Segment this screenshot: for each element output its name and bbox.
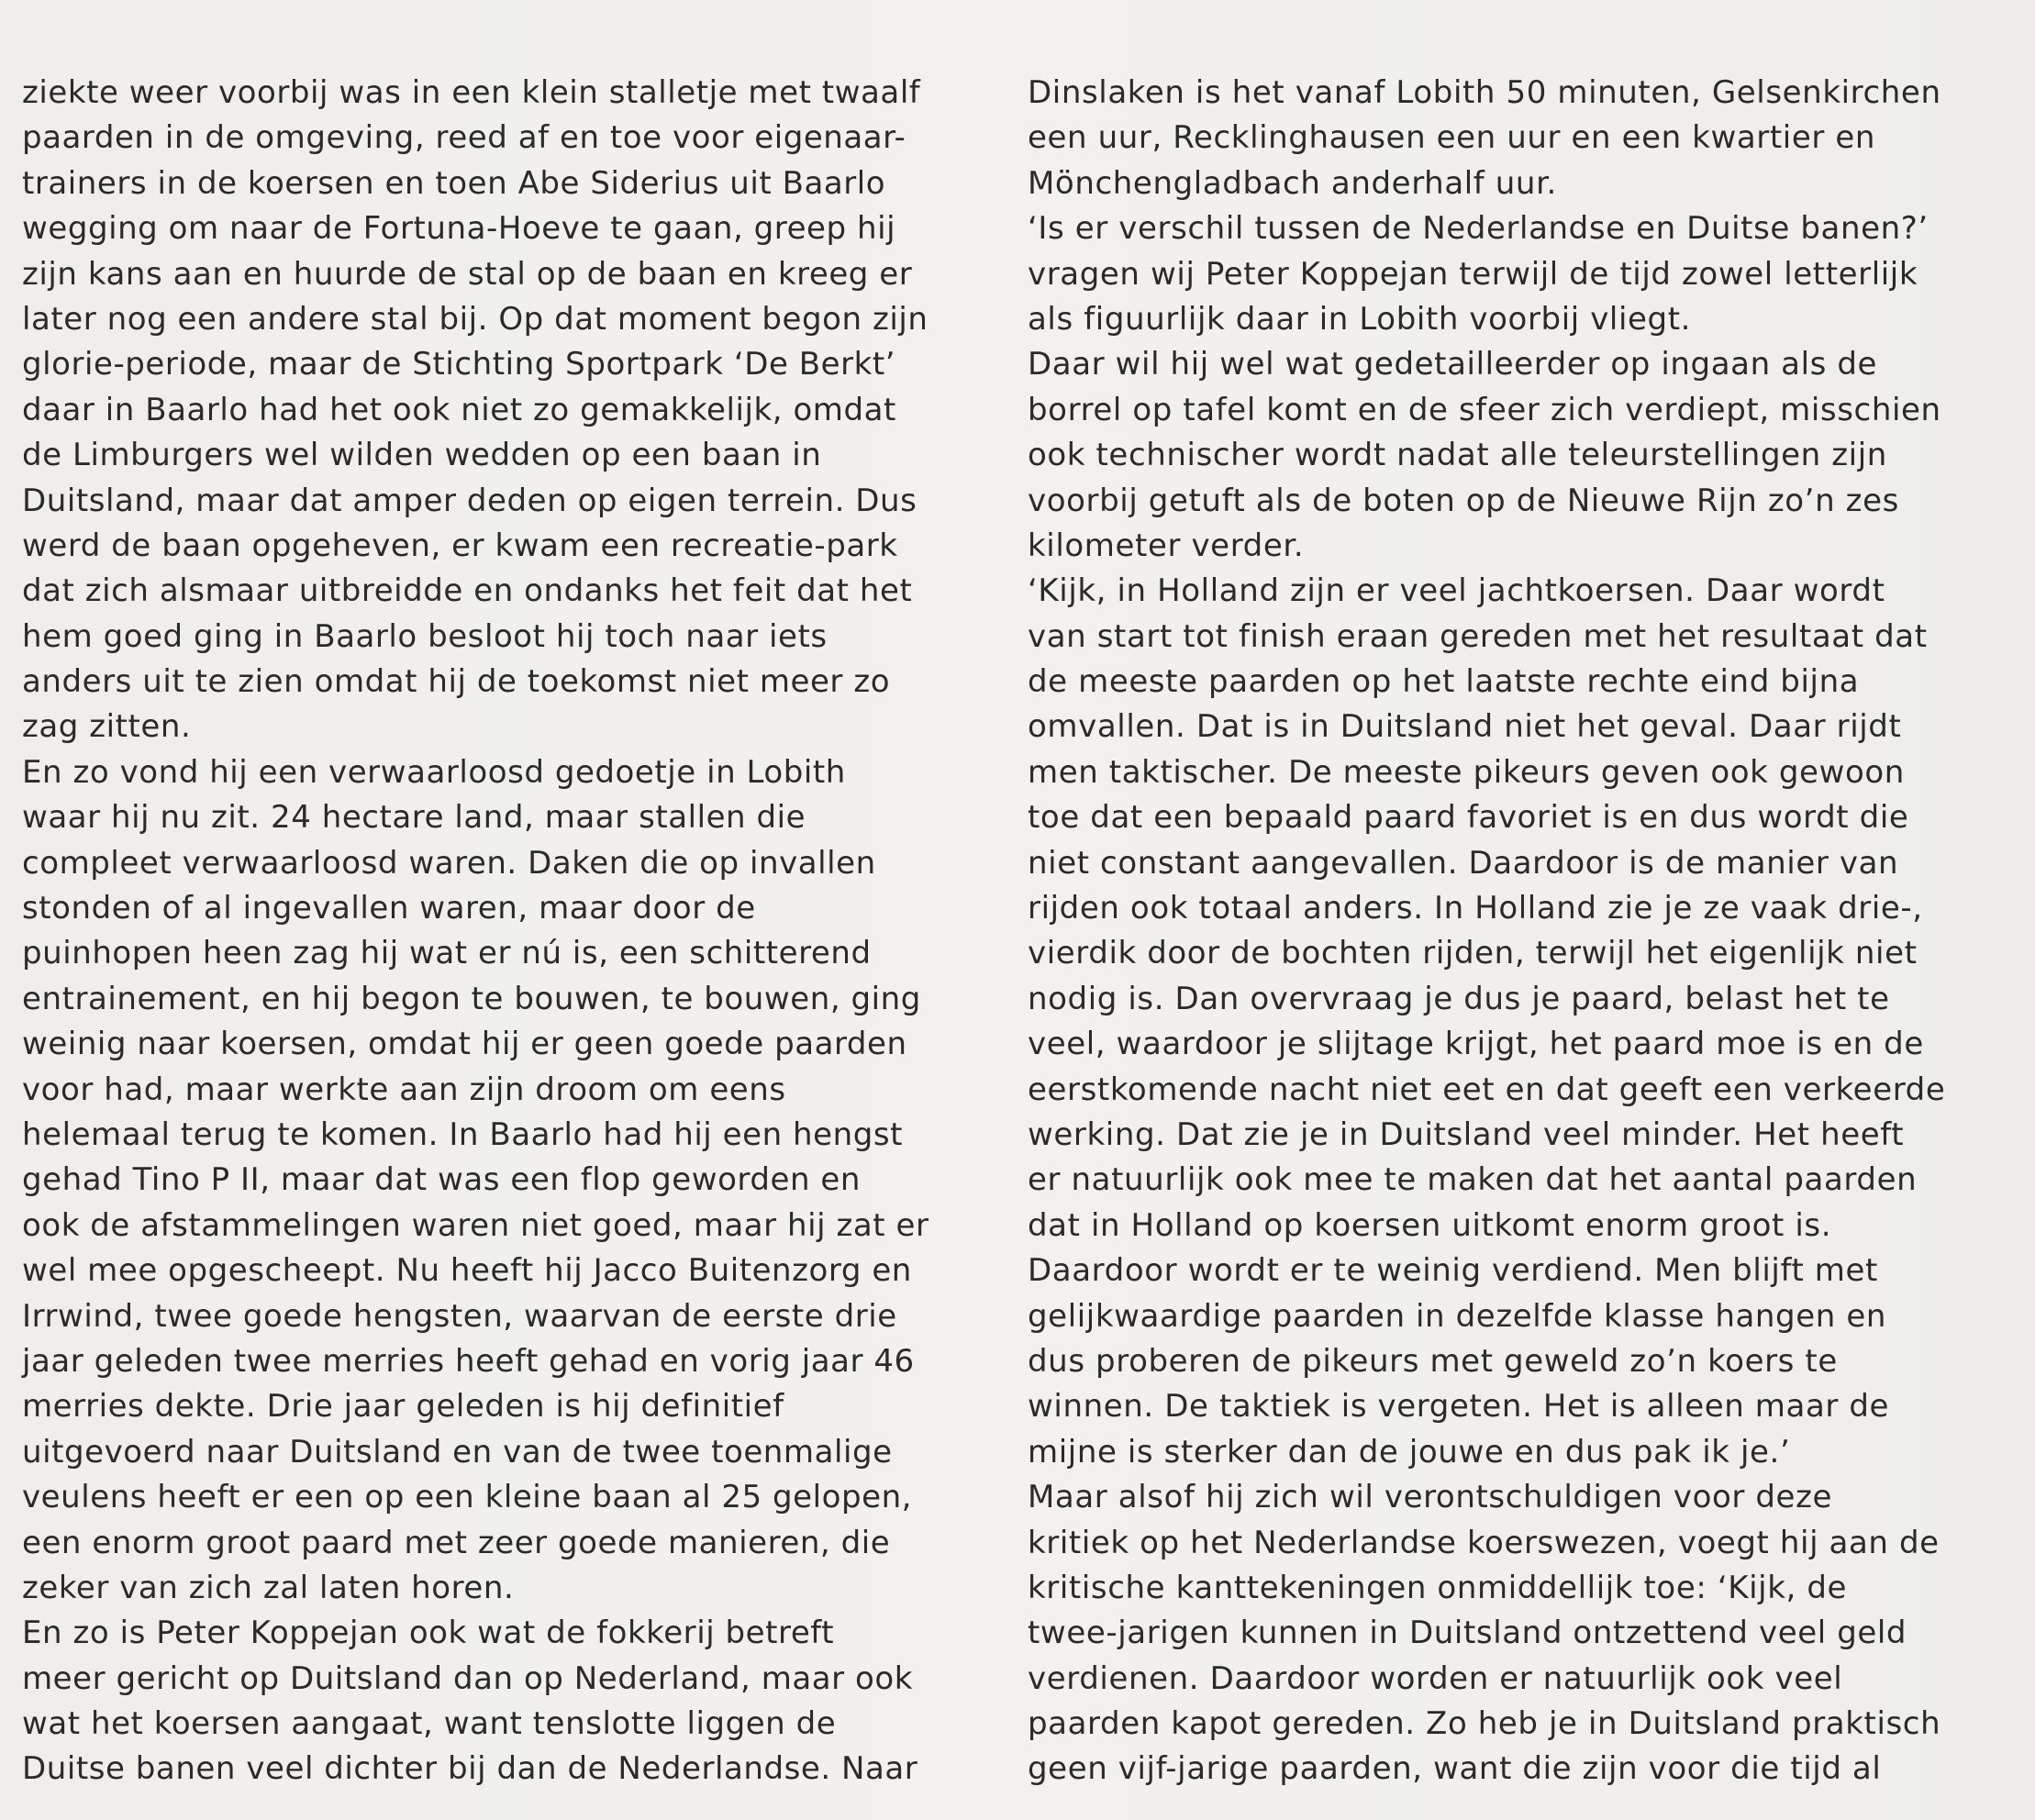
text-line: weinig naar koersen, omdat hij er geen goede paarden (22, 1026, 907, 1063)
text-line: stonden of al ingevallen waren, maar door de (22, 890, 756, 927)
text-line: Daar wil hij wel wat gedetailleerder op ingaan als de (1028, 346, 1878, 383)
text-line: niet constant aangevallen. Daardoor is de manier van (1028, 844, 1899, 882)
text-line: rijden ook totaal anders. In Holland zie je ze vaak drie-, (1028, 890, 1923, 927)
text-line: zijn kans aan en huurde de stal op de baan en kreeg er (22, 255, 913, 293)
text-line: winnen. De taktiek is vergeten. Het is alleen maar de (1028, 1388, 1890, 1426)
bleed-through-text (2004, 71, 2035, 1795)
text-line: gehad Tino P II, maar dat was een flop geworden en (22, 1161, 861, 1199)
text-line: men taktischer. De meeste pikeurs geven ook gewoon (1028, 753, 1905, 791)
text-line: een enorm groot paard met zeer goede manieren, die (22, 1524, 891, 1561)
text-line: de Limburgers wel wilden wedden op een baan in (22, 437, 822, 474)
text-line: dat zich alsmaar uitbreidde en ondanks het feit dat het (22, 572, 913, 610)
text-line: entrainement, en hij begon te bouwen, te bouwen, ging (22, 980, 921, 1017)
left-text-column (22, 71, 984, 1792)
text-line: meer gericht op Duitsland dan op Nederland, maar ook (22, 1659, 913, 1697)
text-line: hem goed ging in Baarlo besloot hij toch naar iets (22, 617, 828, 655)
text-line: puinhopen heen zag hij wat er nú is, een schitterend (22, 935, 872, 972)
bleed-through-text (987, 71, 1022, 1795)
text-line: En zo is Peter Koppejan ook wat de fokkerij betreft (22, 1615, 835, 1652)
text-line: nodig is. Dan overvraag je dus je paard, belast het te (1028, 980, 1890, 1017)
text-line: vragen wij Peter Koppejan terwijl de tijd zowel letterlijk (1028, 255, 1918, 293)
text-line: verdienen. Daardoor worden er natuurlijk ook veel (1028, 1659, 1843, 1697)
text-line: zeker van zich zal laten horen. (22, 1569, 515, 1606)
text-line: Duitsland, maar dat amper deden op eigen terrein. Dus (22, 482, 917, 519)
text-line: toe dat een bepaald paard favoriet is en dus wordt die (1028, 799, 1909, 837)
text-line: wegging om naar de Fortuna-Hoeve te gaan, greep hij (22, 210, 896, 248)
text-line: dat in Holland op koersen uitkomt enorm groot is. (1028, 1206, 1832, 1244)
text-line: geen vijf-jarige paarden, want die zijn voor die tijd al (1028, 1750, 1882, 1788)
text-line: omvallen. Dat is in Duitsland niet het geval. Daar rijdt (1028, 708, 1902, 746)
text-line: van start tot finish eraan gereden met het resultaat dat (1028, 617, 1928, 655)
text-line: Maar alsof hij zich wil verontschuldigen voor deze (1028, 1479, 1833, 1516)
text-line: En zo vond hij een verwaarloosd gedoetje in Lobith (22, 753, 846, 791)
text-line: paarden kapot gereden. Zo heb je in Duitsland praktisch (1028, 1705, 1941, 1743)
right-text-column (1028, 71, 1993, 1792)
text-line: merries dekte. Drie jaar geleden is hij definitief (22, 1388, 784, 1426)
text-line: uitgevoerd naar Duitsland en van de twee toenmalige (22, 1433, 893, 1470)
text-line: wel mee opgescheept. Nu heeft hij Jacco Buitenzorg en (22, 1252, 912, 1290)
text-line: ‘Is er verschil tussen de Nederlandse en Duitse banen?’ (1028, 210, 1929, 248)
text-line: Daardoor wordt er te weinig verdiend. Men blijft met (1028, 1252, 1878, 1290)
text-line: de meeste paarden op het laatste rechte eind bijna (1028, 663, 1860, 701)
text-line: een uur, Recklinghausen een uur en een kwartier en (1028, 119, 1876, 157)
text-line: jaar geleden twee merries heeft gehad en vorig jaar 46 (22, 1342, 915, 1380)
text-line: Mönchengladbach anderhalf uur. (1028, 164, 1557, 202)
text-line: paarden in de omgeving, reed af en toe voor eigenaar- (22, 119, 906, 157)
text-line: trainers in de koersen en toen Abe Siderius uit Baarlo (22, 164, 886, 202)
text-line: mijne is sterker dan de jouwe en dus pak ik je.’ (1028, 1433, 1791, 1470)
text-line: later nog een andere stal bij. Op dat moment begon zijn (22, 300, 929, 338)
text-line: als figuurlijk daar in Lobith voorbij vliegt. (1028, 300, 1692, 338)
text-line: ‘Kijk, in Holland zijn er veel jachtkoersen. Daar wordt (1028, 572, 1885, 610)
text-line: ook technischer wordt nadat alle teleurstellingen zijn (1028, 437, 1887, 474)
text-line: wat het koersen aangaat, want tenslotte liggen de (22, 1705, 837, 1743)
text-line: Irrwind, twee goede hengsten, waarvan de eerste drie (22, 1297, 897, 1335)
text-line: ook de afstammelingen waren niet goed, maar hij zat er (22, 1206, 929, 1244)
text-line: kritische kanttekeningen onmiddellijk toe: ‘Kijk, de (1028, 1569, 1848, 1606)
text-line: kilometer verder. (1028, 527, 1305, 564)
text-line: helemaal terug te komen. In Baarlo had hij een hengst (22, 1115, 903, 1153)
text-line: anders uit te zien omdat hij de toekomst niet meer zo (22, 663, 891, 701)
text-line: voor had, maar werkte aan zijn droom om eens (22, 1071, 786, 1108)
text-line: voorbij getuft als de boten op de Nieuwe Rijn zo’n zes (1028, 482, 1899, 519)
text-line: dus proberen de pikeurs met geweld zo’n koers te (1028, 1342, 1838, 1380)
text-line: vierdik door de bochten rijden, terwijl het eigenlijk niet (1028, 935, 1918, 972)
text-line: zag zitten. (22, 708, 192, 746)
text-line: glorie-periode, maar de Stichting Sportpark ‘De Berkt’ (22, 346, 896, 383)
text-line: borrel op tafel komt en de sfeer zich verdiept, misschien (1028, 391, 1941, 428)
text-line: veulens heeft er een op een kleine baan al 25 gelopen, (22, 1479, 913, 1516)
text-line: twee-jarigen kunnen in Duitsland ontzettend veel geld (1028, 1615, 1907, 1652)
text-line: eerstkomende nacht niet eet en dat geeft een verkeerde (1028, 1071, 1946, 1108)
text-line: veel, waardoor je slijtage krijgt, het paard moe is en de (1028, 1026, 1924, 1063)
text-line: werd de baan opgeheven, er kwam een recreatie-park (22, 527, 898, 564)
text-line: kritiek op het Nederlandse koerswezen, voegt hij aan de (1028, 1524, 1940, 1561)
text-line: Duitse banen veel dichter bij dan de Nederlandse. Naar (22, 1750, 918, 1788)
text-line: waar hij nu zit. 24 hectare land, maar stallen die (22, 799, 806, 837)
text-line: gelijkwaardige paarden in dezelfde klasse hangen en (1028, 1297, 1886, 1335)
text-line: Dinslaken is het vanaf Lobith 50 minuten, Gelsenkirchen (1028, 74, 1941, 111)
text-line: ziekte weer voorbij was in een klein stalletje met twaalf (22, 74, 921, 111)
text-line: compleet verwaarloosd waren. Daken die op invallen (22, 844, 876, 882)
text-line: daar in Baarlo had het ook niet zo gemakkelijk, omdat (22, 391, 896, 428)
text-line: er natuurlijk ook mee te maken dat het aantal paarden (1028, 1161, 1918, 1199)
text-line: werking. Dat zie je in Duitsland veel minder. Het heeft (1028, 1115, 1905, 1153)
